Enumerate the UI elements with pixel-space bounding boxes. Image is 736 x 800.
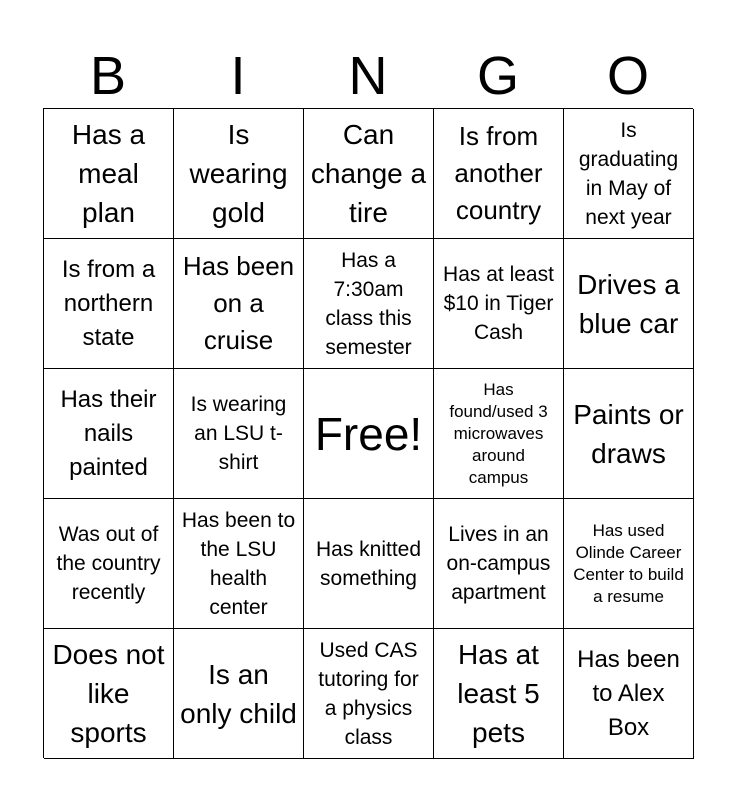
- bingo-header: [43, 46, 693, 106]
- free-space-text: Free!: [314, 407, 423, 460]
- bingo-cell-o2[interactable]: [564, 239, 694, 369]
- header-letter-g: G: [476, 46, 519, 106]
- cell-text: Is wearing an LSU t-shirt: [190, 393, 287, 474]
- cell-text: Is an only child: [180, 658, 297, 729]
- cell-text: Has their nails painted: [60, 385, 157, 481]
- header-letter-b: B: [89, 46, 127, 106]
- bingo-cell-n3-free[interactable]: [304, 369, 434, 499]
- cell-text: Is from a northern state: [61, 255, 156, 351]
- bingo-cell-i4[interactable]: [174, 499, 304, 629]
- bingo-cell-n2[interactable]: [304, 239, 434, 369]
- cell-text: Was out of the country recently: [56, 523, 161, 604]
- cell-text: Can change a tire: [310, 119, 427, 228]
- cell-text: Is graduating in May of next year: [578, 118, 679, 229]
- bingo-cell-i3[interactable]: [174, 369, 304, 499]
- bingo-cell-b2[interactable]: [44, 239, 174, 369]
- cell-text: Has been on a cruise: [182, 251, 295, 355]
- cell-text: Has a 7:30am class this semester: [325, 248, 412, 359]
- cell-text: Has knitted something: [315, 537, 422, 590]
- header-letter-n: N: [348, 46, 388, 106]
- bingo-cell-o4[interactable]: [564, 499, 694, 629]
- bingo-cell-n5[interactable]: [304, 629, 434, 759]
- cell-text: Used CAS tutoring for a physics class: [318, 638, 419, 749]
- bingo-cell-g2[interactable]: [434, 239, 564, 369]
- cell-text: Has used Olinde Career Center to build a resume: [573, 520, 684, 606]
- cell-text: Has been to Alex Box: [577, 645, 680, 741]
- header-letter-i: I: [230, 46, 246, 106]
- bingo-cell-n1[interactable]: [304, 109, 434, 239]
- cell-text: Is from another country: [454, 121, 543, 225]
- bingo-cell-g4[interactable]: [434, 499, 564, 629]
- cell-text: Paints or draws: [573, 398, 684, 469]
- bingo-cell-b4[interactable]: [44, 499, 174, 629]
- cell-text: Drives a blue car: [577, 268, 680, 339]
- bingo-cell-i5[interactable]: [174, 629, 304, 759]
- bingo-cell-i1[interactable]: [174, 109, 304, 239]
- bingo-cell-b5[interactable]: [44, 629, 174, 759]
- bingo-cell-n4[interactable]: [304, 499, 434, 629]
- header-letter-o: O: [606, 46, 649, 106]
- bingo-cell-o3[interactable]: [564, 369, 694, 499]
- bingo-cell-o5[interactable]: [564, 629, 694, 759]
- bingo-cell-g3[interactable]: [434, 369, 564, 499]
- cell-text: Has a meal plan: [71, 119, 146, 228]
- bingo-cell-b3[interactable]: [44, 369, 174, 499]
- bingo-cell-g1[interactable]: [434, 109, 564, 239]
- cell-text: Has at least 5 pets: [457, 639, 540, 748]
- cell-text: Has at least $10 in Tiger Cash: [443, 263, 554, 344]
- cell-text: Lives in an on-campus apartment: [446, 523, 551, 604]
- cell-text: Does not like sports: [52, 639, 165, 748]
- cell-text: Has found/used 3 microwaves around campus: [449, 379, 548, 487]
- bingo-cell-g5[interactable]: [434, 629, 564, 759]
- bingo-cell-i2[interactable]: [174, 239, 304, 369]
- cell-text: Is wearing gold: [189, 119, 288, 228]
- bingo-cell-b1[interactable]: [44, 109, 174, 239]
- bingo-board: [43, 108, 693, 758]
- bingo-cell-o1[interactable]: [564, 109, 694, 239]
- cell-text: Has been to the LSU health center: [181, 508, 296, 619]
